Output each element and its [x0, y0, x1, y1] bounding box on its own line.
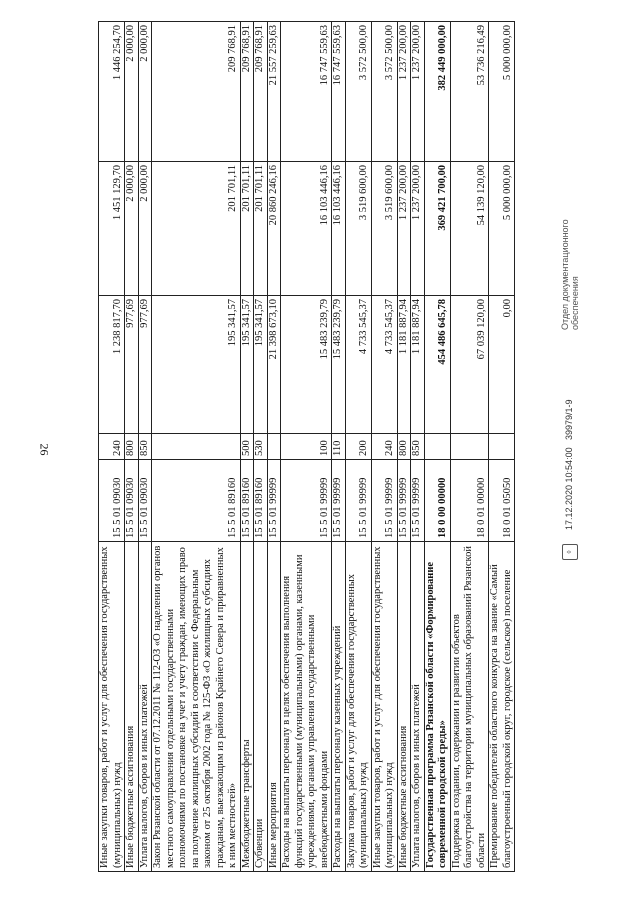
row-value-2021-cell: 195 341,57 — [152, 296, 241, 434]
row-vr-cell — [152, 434, 241, 460]
table-row — [138, 22, 152, 872]
row-value-2022-cell: 2 000,00 — [125, 162, 139, 296]
row-value-2021-cell: 1 181 887,94 — [397, 296, 411, 434]
row-value-2021-cell: 195 341,57 — [240, 296, 254, 434]
row-value-2021-cell: 1 238 817,70 — [99, 296, 125, 434]
table-row — [411, 22, 425, 872]
budget-table-body — [99, 22, 515, 872]
row-name-cell: Межбюджетные трансферты — [240, 542, 254, 872]
row-code-cell: 15 5 01 89160 — [254, 460, 268, 542]
row-vr-cell: 800 — [397, 434, 411, 460]
row-value-2021-cell: 195 341,57 — [254, 296, 268, 434]
row-value-2023-cell: 16 747 559,63 — [332, 22, 346, 162]
table-row — [371, 22, 397, 872]
row-vr-cell: 500 — [240, 434, 254, 460]
row-value-2023-cell: 16 747 559,63 — [281, 22, 332, 162]
row-name-cell: Иные бюджетные ассигнования — [397, 542, 411, 872]
row-code-cell: 15 5 01 99999 — [345, 460, 371, 542]
row-value-2022-cell: 1 237 200,00 — [411, 162, 425, 296]
row-name-cell: Иные закупки товаров, работ и услуг для обеспечения государственных (муниципальных) нужд — [371, 542, 397, 872]
row-name-cell: Уплата налогов, сборов и иных платежей — [138, 542, 152, 872]
row-vr-cell — [267, 434, 281, 460]
row-value-2021-cell: 977,69 — [138, 296, 152, 434]
row-vr-cell — [489, 434, 515, 460]
row-value-2021-cell: 977,69 — [125, 296, 139, 434]
row-value-2022-cell: 369 421 700,00 — [424, 162, 450, 296]
row-value-2022-cell: 16 103 446,16 — [332, 162, 346, 296]
row-code-cell: 18 0 01 00000 — [450, 460, 489, 542]
row-value-2021-cell: 4 733 545,37 — [371, 296, 397, 434]
table-row — [424, 22, 450, 872]
row-value-2022-cell: 201 701,11 — [152, 162, 241, 296]
row-value-2022-cell: 1 237 200,00 — [397, 162, 411, 296]
table-row — [267, 22, 281, 872]
row-value-2021-cell: 1 181 887,94 — [411, 296, 425, 434]
row-value-2023-cell: 1 237 200,00 — [411, 22, 425, 162]
row-vr-cell: 240 — [371, 434, 397, 460]
row-code-cell: 15 5 01 89160 — [240, 460, 254, 542]
table-row — [152, 22, 241, 872]
row-code-cell: 15 5 01 99999 — [411, 460, 425, 542]
row-code-cell: 18 0 01 05050 — [489, 460, 515, 542]
row-name-cell: Иные закупки товаров, работ и услуг для обеспечения государственных (муниципальных) нужд — [99, 542, 125, 872]
row-name-cell: Иные мероприятия — [267, 542, 281, 872]
row-name-cell: Расходы на выплаты персоналу в целях обеспечения выполнения функций государственными (муниципальными) органами, казенными учреждениями, органами управления государственными внебюджетными фондами — [281, 542, 332, 872]
row-vr-cell — [424, 434, 450, 460]
table-row — [240, 22, 254, 872]
row-value-2021-cell: 0,00 — [489, 296, 515, 434]
row-vr-cell: 240 — [99, 434, 125, 460]
row-value-2022-cell: 3 519 600,00 — [371, 162, 397, 296]
row-code-cell: 15 5 01 09030 — [99, 460, 125, 542]
page-number: 26 — [37, 443, 52, 456]
row-value-2022-cell: 201 701,11 — [254, 162, 268, 296]
row-code-cell: 15 5 01 89160 — [152, 460, 241, 542]
row-value-2022-cell: 16 103 446,16 — [281, 162, 332, 296]
row-value-2021-cell: 21 398 673,10 — [267, 296, 281, 434]
row-vr-cell: 850 — [138, 434, 152, 460]
row-code-cell: 15 5 01 09030 — [138, 460, 152, 542]
row-value-2023-cell: 209 768,91 — [240, 22, 254, 162]
row-value-2022-cell: 54 139 120,00 — [450, 162, 489, 296]
row-value-2023-cell: 1 237 200,00 — [397, 22, 411, 162]
row-value-2022-cell: 201 701,11 — [240, 162, 254, 296]
row-value-2023-cell: 2 000,00 — [125, 22, 139, 162]
row-name-cell: Премирование победителей областного конкурса на звание «Самый благоустроенный городской округ, городское (сельское) поселение — [489, 542, 515, 872]
row-name-cell: Иные бюджетные ассигнования — [125, 542, 139, 872]
row-value-2023-cell: 382 449 000,00 — [424, 22, 450, 162]
row-vr-cell: 200 — [345, 434, 371, 460]
row-value-2023-cell: 21 557 259,63 — [267, 22, 281, 162]
footer-timestamp: 17.12.2020 10:54:00 — [564, 447, 574, 530]
row-name-cell: Закон Рязанской области от 07.12.2011 № 112-ОЗ «О наделении органов местного самоуправления отдельными государственными полномочиями по постановке на учет и учету граждан, имеющих право на получение жилищных субсидий в соответствии с Федеральным законом от 25 октября 2002 года № 125-ФЗ «О жилищных субсидиях гражданам, выезжающим из районов Крайнего Севера и приравненных к ним местностей» — [152, 542, 241, 872]
budget-table — [98, 21, 515, 872]
row-vr-cell: 530 — [254, 434, 268, 460]
table-row — [254, 22, 268, 872]
row-value-2022-cell: 5 000 000,00 — [489, 162, 515, 296]
organization-logo: ◊ — [562, 544, 578, 560]
row-name-cell: Субвенции — [254, 542, 268, 872]
table-row — [281, 22, 332, 872]
row-vr-cell: 800 — [125, 434, 139, 460]
row-value-2021-cell: 15 483 239,79 — [332, 296, 346, 434]
row-code-cell: 15 5 01 09030 — [125, 460, 139, 542]
row-code-cell: 15 5 01 99999 — [267, 460, 281, 542]
row-value-2021-cell: 15 483 239,79 — [281, 296, 332, 434]
table-row — [99, 22, 125, 872]
row-code-cell: 15 5 01 99999 — [281, 460, 332, 542]
table-row — [125, 22, 139, 872]
row-value-2021-cell: 454 486 645,78 — [424, 296, 450, 434]
row-code-cell: 18 0 00 00000 — [424, 460, 450, 542]
table-row — [489, 22, 515, 872]
row-vr-cell — [450, 434, 489, 460]
row-value-2021-cell: 67 039 120,00 — [450, 296, 489, 434]
row-name-cell: Закупка товаров, работ и услуг для обеспечения государственных (муниципальных) нужд — [345, 542, 371, 872]
table-row — [332, 22, 346, 872]
footer-document-id: 39979/1-9 — [564, 399, 574, 440]
budget-table-container — [98, 22, 623, 872]
table-row — [345, 22, 371, 872]
page-footer — [560, 219, 602, 560]
footer-department: Отдел документационного обеспечения — [560, 219, 580, 330]
row-value-2022-cell: 2 000,00 — [138, 162, 152, 296]
row-value-2022-cell: 1 451 129,70 — [99, 162, 125, 296]
row-value-2023-cell: 3 572 500,00 — [345, 22, 371, 162]
row-name-cell: Расходы на выплаты персоналу казенных учреждений — [332, 542, 346, 872]
row-value-2023-cell: 2 000,00 — [138, 22, 152, 162]
row-value-2021-cell: 4 733 545,37 — [345, 296, 371, 434]
row-name-cell: Поддержка в создании, содержании и развитии объектов благоустройства на территории муниципальных образований Рязанской области — [450, 542, 489, 872]
table-row — [397, 22, 411, 872]
row-name-cell: Уплата налогов, сборов и иных платежей — [411, 542, 425, 872]
row-value-2023-cell: 209 768,91 — [254, 22, 268, 162]
row-value-2023-cell: 209 768,91 — [152, 22, 241, 162]
row-value-2023-cell: 1 446 254,70 — [99, 22, 125, 162]
row-vr-cell: 100 — [281, 434, 332, 460]
row-code-cell: 15 5 01 99999 — [371, 460, 397, 542]
row-code-cell: 15 5 01 99999 — [332, 460, 346, 542]
row-value-2023-cell: 5 000 000,00 — [489, 22, 515, 162]
row-vr-cell: 850 — [411, 434, 425, 460]
row-code-cell: 15 5 01 99999 — [397, 460, 411, 542]
row-value-2022-cell: 20 860 246,16 — [267, 162, 281, 296]
row-value-2023-cell: 3 572 500,00 — [371, 22, 397, 162]
table-row — [450, 22, 489, 872]
row-value-2023-cell: 53 736 216,49 — [450, 22, 489, 162]
row-name-cell: Государственная программа Рязанской области «Формирование современной городской среды» — [424, 542, 450, 872]
row-value-2022-cell: 3 519 600,00 — [345, 162, 371, 296]
row-vr-cell: 110 — [332, 434, 346, 460]
